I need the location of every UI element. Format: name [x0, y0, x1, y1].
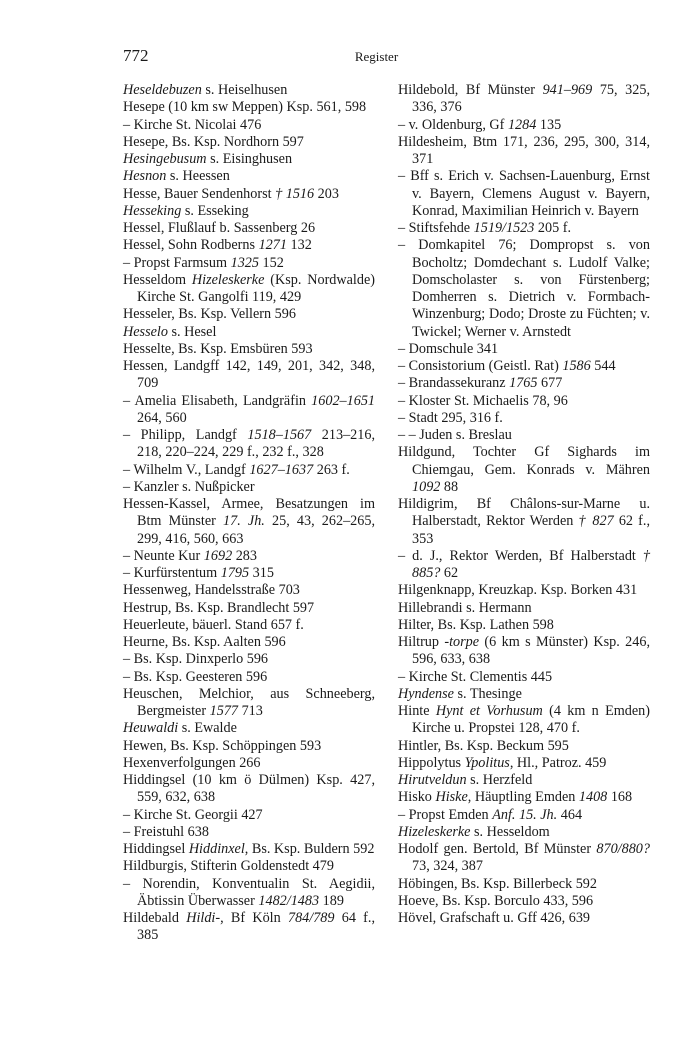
- index-entry: Hiddingsel Hiddinxel, Bs. Ksp. Buldern 592: [123, 841, 375, 857]
- running-head: Register: [354, 49, 399, 64]
- index-entry: – Domschule 341: [398, 340, 499, 357]
- index-entry: Hesseking s. Esseking: [123, 202, 249, 219]
- index-entry: – Amelia Elisabeth, Landgräfin 1602–1651 264, 560: [123, 392, 375, 426]
- index-entry: Heurne, Bs. Ksp. Aalten 596: [123, 634, 286, 650]
- index-entry: Hizeleskerke s. Hesseldom: [398, 823, 550, 840]
- index-entry: Hexenverfolgungen 266: [123, 754, 261, 771]
- index-entry: Hildebald Hildi-, Bf Köln 784/789 64 f., 385: [123, 910, 375, 944]
- index-entry: – Philipp, Landgf 1518–1567 213–216, 218, 220–224, 229 f., 232 f., 328: [123, 427, 376, 461]
- index-entry: Hessen, Landgff 142, 149, 201, 342, 348, 709: [123, 358, 375, 392]
- index-entry: Hessel, Flußlauf b. Sassenberg 26: [123, 220, 316, 236]
- index-entry: Heseldebuzen s. Heiselhusen: [123, 82, 288, 98]
- index-entry: Hesingebusum s. Eisinghusen: [123, 151, 293, 167]
- index-entry: – Kanzler s. Nußpicker: [123, 478, 255, 495]
- index-entry: Hestrup, Bs. Ksp. Brandlecht 597: [123, 599, 315, 616]
- index-entry: Höbingen, Bs. Ksp. Billerbeck 592: [398, 875, 597, 892]
- index-entry: Hessen-Kassel, Armee, Besatzungen im Btm Münster 17. Jh. 25, 43, 262–265, 299, 416, 560, 663: [123, 496, 375, 547]
- index-entry: Hildigrim, Bf Châlons-sur-Marne u. Halberstadt, Rektor Werden † 827 62 f., 353: [398, 496, 650, 547]
- index-entry: Hiddingsel (10 km ö Dülmen) Ksp. 427, 559, 632, 638: [123, 772, 375, 806]
- index-entry: Hesselo s. Hesel: [123, 323, 217, 340]
- index-entry: – Freistuhl 638: [123, 823, 209, 840]
- index-entry: Hintler, Bs. Ksp. Beckum 595: [398, 737, 569, 754]
- page-header: [123, 46, 630, 70]
- index-entry: – Kirche St. Georgii 427: [123, 806, 263, 823]
- index-entry: – Wilhelm V., Landgf 1627–1637 263 f.: [123, 461, 350, 478]
- index-entry: Hoeve, Bs. Ksp. Borculo 433, 596: [398, 892, 594, 909]
- index-entry: Hövel, Grafschaft u. Gff 426, 639: [398, 910, 591, 926]
- index-entry: – Propst Farmsum 1325 152: [123, 254, 284, 271]
- index-entry: Hesse, Bauer Sendenhorst † 1516 203: [123, 185, 339, 202]
- index-entry: – d. J., Rektor Werden, Bf Halberstadt † 885? 62: [398, 547, 650, 581]
- index-entry: Hippolytus Ypolitus, Hl., Patroz. 459: [398, 754, 607, 771]
- index-entry: Hillebrandi s. Hermann: [398, 599, 532, 616]
- index-entry: Hirutveldun s. Herzfeld: [398, 772, 533, 788]
- index-entry: Heuwaldi s. Ewalde: [123, 720, 237, 737]
- index-entry: Hiltrup -torpe (6 km s Münster) Ksp. 246, 596, 633, 638: [398, 634, 650, 668]
- index-entry: Hilter, Bs. Ksp. Lathen 598: [398, 616, 554, 633]
- index-entry: Hisko Hiske, Häuptling Emden 1408 168: [398, 789, 633, 806]
- index-entry: – Domkapitel 76; Dompropst s. von Bocholtz; Domdechant s. Ludolf Valke; Domscholaster s. von Fürstenberg; Domherren s. Dietrich v. Formbach-Winzenburg; Dodo; Droste zu Füchten; v. Twickel; Werner v. Arnstedt: [398, 237, 650, 340]
- index-entry: – Bff s. Erich v. Sachsen-Lauenburg, Ernst v. Bayern, Clemens August v. Bayern, Konrad, Maximilian Heinrich v. Bayern: [398, 168, 650, 219]
- index-entry: Hessel, Sohn Rodberns 1271 132: [123, 237, 312, 254]
- index-entry: Hesseler, Bs. Ksp. Vellern 596: [123, 306, 296, 323]
- index-entry: Hesnon s. Heessen: [123, 168, 230, 185]
- index-entry: – Bs. Ksp. Geesteren 596: [123, 668, 268, 685]
- index-entry: Heuerleute, bäuerl. Stand 657 f.: [123, 616, 304, 633]
- index-entry: – Propst Emden Anf. 15. Jh. 464: [398, 806, 583, 823]
- index-entry: – Stadt 295, 316 f.: [398, 409, 503, 426]
- index-entry: Hessenweg, Handelsstraße 703: [123, 582, 300, 599]
- index-entry: – Neunte Kur 1692 283: [123, 547, 257, 564]
- index-entry: – Kirche St. Nicolai 476: [123, 116, 262, 133]
- index-entry: – – Juden s. Breslau: [398, 427, 512, 443]
- index-entry: – Kirche St. Clementis 445: [398, 668, 553, 685]
- index-entry: – Brandassekuranz 1765 677: [398, 375, 563, 392]
- index-entry: Hildesheim, Btm 171, 236, 295, 300, 314, 371: [398, 133, 650, 167]
- index-entry: Heuschen, Melchior, aus Schneeberg, Bergmeister 1577 713: [123, 685, 375, 719]
- index-entry: Hewen, Bs. Ksp. Schöppingen 593: [123, 737, 322, 754]
- index-entry: Hildebold, Bf Münster 941–969 75, 325, 336, 376: [398, 82, 651, 116]
- index-entry: – Bs. Ksp. Dinxperlo 596: [123, 651, 269, 668]
- index-entry: – v. Oldenburg, Gf 1284 135: [398, 116, 562, 133]
- index-entry: Hinte Hynt et Vorhusum (4 km n Emden) Kirche u. Propstei 128, 470 f.: [398, 703, 650, 737]
- index-entry: Hildburgis, Stifterin Goldenstedt 479: [123, 858, 334, 875]
- index-entry: – Stiftsfehde 1519/1523 205 f.: [398, 220, 572, 236]
- index-entry: Hesepe, Bs. Ksp. Nordhorn 597: [123, 133, 304, 150]
- index-column-left: [123, 82, 375, 945]
- index-entry: – Kurfürstentum 1795 315: [123, 565, 274, 581]
- index-entry: – Consistorium (Geistl. Rat) 1586 544: [398, 358, 616, 374]
- index-entry: Hesselte, Bs. Ksp. Emsbüren 593: [123, 340, 313, 357]
- index-entry: – Norendin, Konventualin St. Aegidii, Äbtissin Überwasser 1482/1483 189: [123, 875, 375, 909]
- index-entry: Hilgenknapp, Kreuzkap. Ksp. Borken 431: [398, 582, 638, 599]
- index-entry: Hildgund, Tochter Gf Sighards im Chiemgau, Gem. Konrads v. Mähren 1092 88: [398, 444, 650, 495]
- page-number: 772: [123, 46, 149, 65]
- index-entry: Hesepe (10 km sw Meppen) Ksp. 561, 598: [123, 99, 367, 116]
- index-column-right: [398, 82, 650, 927]
- index-entry: – Kloster St. Michaelis 78, 96: [398, 392, 568, 409]
- index-entry: Hyndense s. Thesinge: [398, 685, 522, 702]
- index-entry: Hodolf gen. Bertold, Bf Münster 870/880? 73, 324, 387: [398, 841, 650, 875]
- index-entry: Hesseldom Hizeleskerke (Ksp. Nordwalde) Kirche St. Gangolfi 119, 429: [123, 271, 375, 305]
